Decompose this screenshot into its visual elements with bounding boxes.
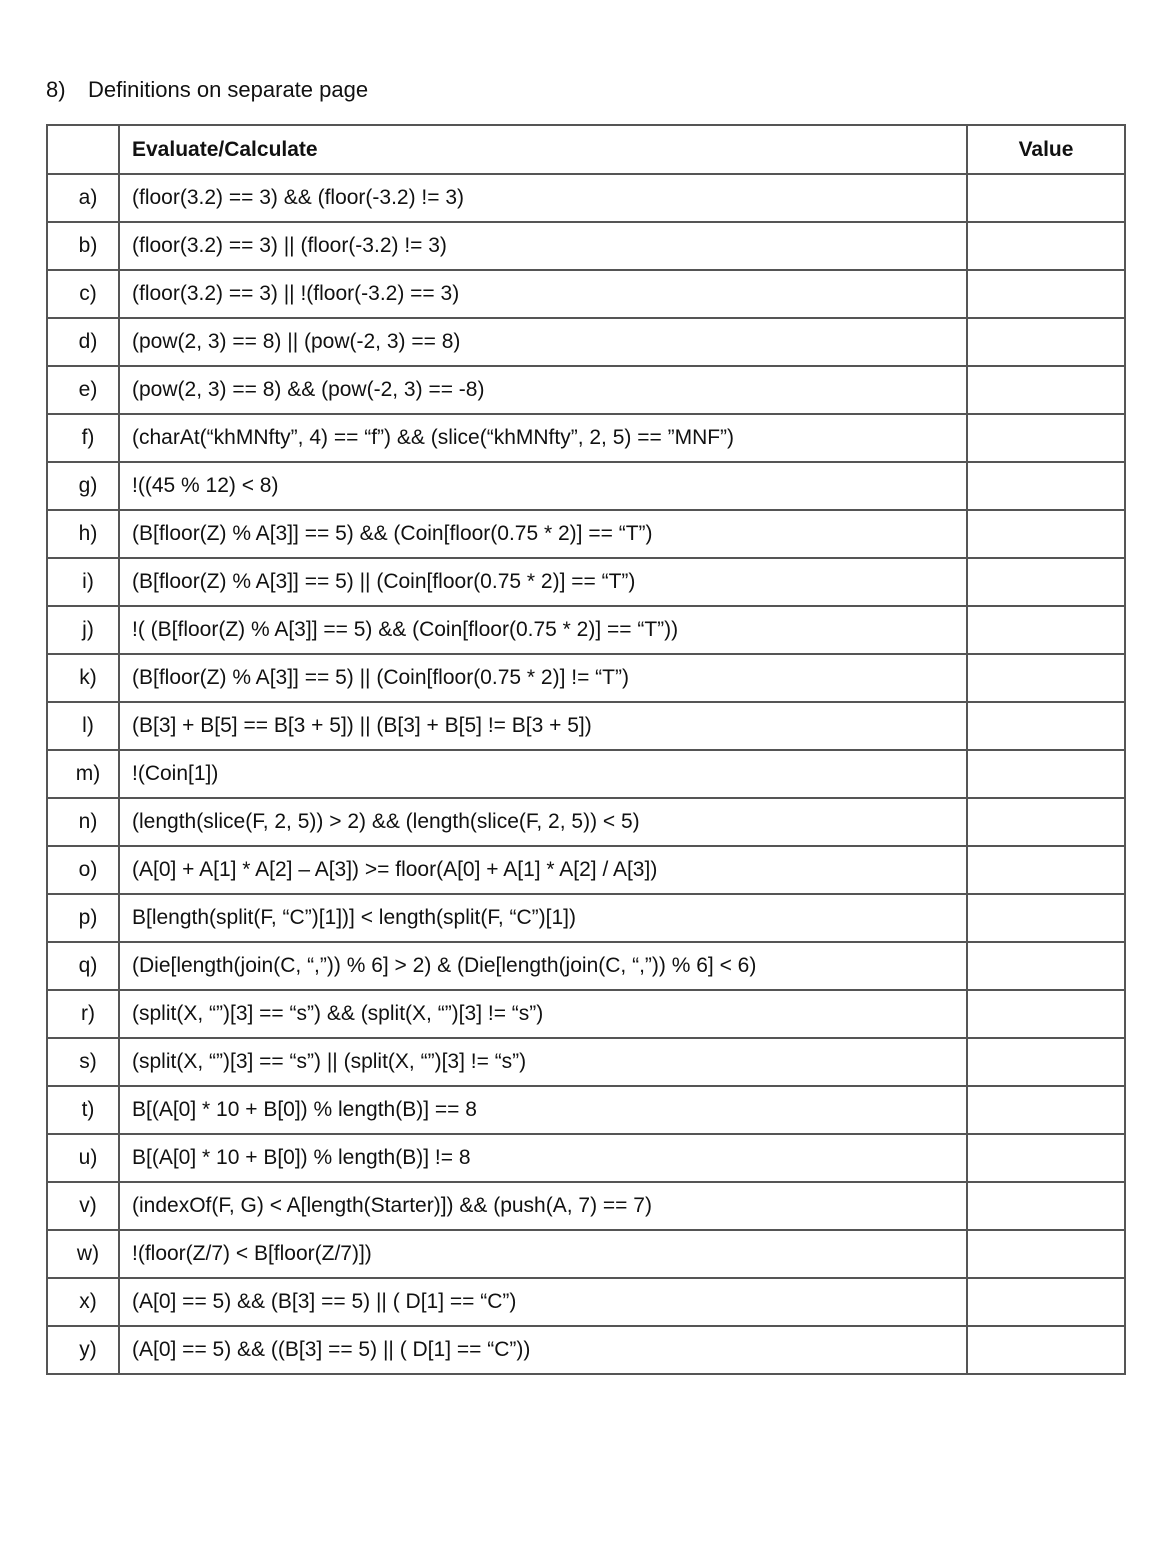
table-row xyxy=(47,798,1125,846)
row-value-cell[interactable] xyxy=(967,702,1125,750)
table-row xyxy=(47,270,1125,318)
row-value-cell[interactable] xyxy=(967,1230,1125,1278)
row-value-cell[interactable] xyxy=(967,1086,1125,1134)
row-expression: (split(X, “”)[3] == “s”) || (split(X, “”)[3] != “s”) xyxy=(119,1038,967,1086)
table-row xyxy=(47,462,1125,510)
row-value-cell[interactable] xyxy=(967,1182,1125,1230)
row-label: h) xyxy=(47,510,119,558)
row-expression: (B[3] + B[5] == B[3 + 5]) || (B[3] + B[5] != B[3 + 5]) xyxy=(119,702,967,750)
row-expression: B[(A[0] * 10 + B[0]) % length(B)] != 8 xyxy=(119,1134,967,1182)
row-value-cell[interactable] xyxy=(967,798,1125,846)
row-expression: (B[floor(Z) % A[3]] == 5) && (Coin[floor(0.75 * 2)] == “T”) xyxy=(119,510,967,558)
table-row xyxy=(47,1086,1125,1134)
row-label: x) xyxy=(47,1278,119,1326)
row-label: i) xyxy=(47,558,119,606)
table-row xyxy=(47,894,1125,942)
row-value-cell[interactable] xyxy=(967,846,1125,894)
row-value-cell[interactable] xyxy=(967,366,1125,414)
table-row xyxy=(47,174,1125,222)
row-value-cell[interactable] xyxy=(967,990,1125,1038)
table-row xyxy=(47,1134,1125,1182)
row-value-cell[interactable] xyxy=(967,606,1125,654)
row-expression: (pow(2, 3) == 8) || (pow(-2, 3) == 8) xyxy=(119,318,967,366)
row-expression: (A[0] == 5) && (B[3] == 5) || ( D[1] == “C”) xyxy=(119,1278,967,1326)
row-label: d) xyxy=(47,318,119,366)
row-value-cell[interactable] xyxy=(967,510,1125,558)
row-label: k) xyxy=(47,654,119,702)
table-row xyxy=(47,1230,1125,1278)
table-row xyxy=(47,1278,1125,1326)
row-expression: (floor(3.2) == 3) || !(floor(-3.2) == 3) xyxy=(119,270,967,318)
row-label: o) xyxy=(47,846,119,894)
row-expression: (A[0] == 5) && ((B[3] == 5) || ( D[1] == “C”)) xyxy=(119,1326,967,1374)
row-label: w) xyxy=(47,1230,119,1278)
row-label: e) xyxy=(47,366,119,414)
row-label: p) xyxy=(47,894,119,942)
row-value-cell[interactable] xyxy=(967,462,1125,510)
row-label: r) xyxy=(47,990,119,1038)
evaluation-table xyxy=(46,124,1126,1375)
row-label: g) xyxy=(47,462,119,510)
row-expression: (indexOf(F, G) < A[length(Starter)]) && (push(A, 7) == 7) xyxy=(119,1182,967,1230)
row-label: n) xyxy=(47,798,119,846)
table-row xyxy=(47,702,1125,750)
table-row xyxy=(47,414,1125,462)
table-row xyxy=(47,1326,1125,1374)
row-expression: B[length(split(F, “C”)[1])] < length(split(F, “C”)[1]) xyxy=(119,894,967,942)
row-expression: !((45 % 12) < 8) xyxy=(119,462,967,510)
row-expression: (B[floor(Z) % A[3]] == 5) || (Coin[floor(0.75 * 2)] == “T”) xyxy=(119,558,967,606)
row-expression: (floor(3.2) == 3) || (floor(-3.2) != 3) xyxy=(119,222,967,270)
row-value-cell[interactable] xyxy=(967,750,1125,798)
row-value-cell[interactable] xyxy=(967,894,1125,942)
value-column-header: Value xyxy=(967,125,1125,174)
row-value-cell[interactable] xyxy=(967,942,1125,990)
row-expression: (pow(2, 3) == 8) && (pow(-2, 3) == -8) xyxy=(119,366,967,414)
row-label: t) xyxy=(47,1086,119,1134)
row-expression: !(floor(Z/7) < B[floor(Z/7)]) xyxy=(119,1230,967,1278)
row-expression: !(Coin[1]) xyxy=(119,750,967,798)
row-value-cell[interactable] xyxy=(967,558,1125,606)
row-label: f) xyxy=(47,414,119,462)
row-label: y) xyxy=(47,1326,119,1374)
row-label: u) xyxy=(47,1134,119,1182)
table-row xyxy=(47,222,1125,270)
row-value-cell[interactable] xyxy=(967,1278,1125,1326)
row-label: q) xyxy=(47,942,119,990)
row-label: l) xyxy=(47,702,119,750)
question-title: Definitions on separate page xyxy=(88,77,369,102)
row-value-cell[interactable] xyxy=(967,222,1125,270)
table-row xyxy=(47,510,1125,558)
question-number: 8) xyxy=(46,77,66,102)
table-row xyxy=(47,750,1125,798)
row-expression: (split(X, “”)[3] == “s”) && (split(X, “”)[3] != “s”) xyxy=(119,990,967,1038)
table-body xyxy=(47,174,1125,1374)
question-heading xyxy=(46,74,368,106)
row-value-cell[interactable] xyxy=(967,1134,1125,1182)
row-value-cell[interactable] xyxy=(967,414,1125,462)
row-value-cell[interactable] xyxy=(967,174,1125,222)
table-row xyxy=(47,1038,1125,1086)
row-label: s) xyxy=(47,1038,119,1086)
row-label: j) xyxy=(47,606,119,654)
row-value-cell[interactable] xyxy=(967,1038,1125,1086)
row-label: v) xyxy=(47,1182,119,1230)
row-expression: (charAt(“khMNfty”, 4) == “f”) && (slice(“khMNfty”, 2, 5) == ”MNF”) xyxy=(119,414,967,462)
table-row xyxy=(47,318,1125,366)
table-row xyxy=(47,1182,1125,1230)
row-expression: (length(slice(F, 2, 5)) > 2) && (length(slice(F, 2, 5)) < 5) xyxy=(119,798,967,846)
row-expression: B[(A[0] * 10 + B[0]) % length(B)] == 8 xyxy=(119,1086,967,1134)
row-expression: (Die[length(join(C, “,”)) % 6] > 2) & (Die[length(join(C, “,”)) % 6] < 6) xyxy=(119,942,967,990)
row-value-cell[interactable] xyxy=(967,654,1125,702)
row-label: a) xyxy=(47,174,119,222)
table-row xyxy=(47,990,1125,1038)
row-value-cell[interactable] xyxy=(967,270,1125,318)
row-expression: (B[floor(Z) % A[3]] == 5) || (Coin[floor(0.75 * 2)] != “T”) xyxy=(119,654,967,702)
expression-column-header: Evaluate/Calculate xyxy=(119,125,967,174)
row-expression: !( (B[floor(Z) % A[3]] == 5) && (Coin[floor(0.75 * 2)] == “T”)) xyxy=(119,606,967,654)
row-expression: (A[0] + A[1] * A[2] – A[3]) >= floor(A[0] + A[1] * A[2] / A[3]) xyxy=(119,846,967,894)
table-row xyxy=(47,942,1125,990)
label-column-header xyxy=(47,125,119,174)
table-row xyxy=(47,558,1125,606)
table-row xyxy=(47,654,1125,702)
table-header-row xyxy=(47,125,1125,174)
table-row xyxy=(47,366,1125,414)
row-expression: (floor(3.2) == 3) && (floor(-3.2) != 3) xyxy=(119,174,967,222)
table-row xyxy=(47,606,1125,654)
table-row xyxy=(47,846,1125,894)
row-label: c) xyxy=(47,270,119,318)
row-value-cell[interactable] xyxy=(967,318,1125,366)
row-label: b) xyxy=(47,222,119,270)
row-value-cell[interactable] xyxy=(967,1326,1125,1374)
row-label: m) xyxy=(47,750,119,798)
